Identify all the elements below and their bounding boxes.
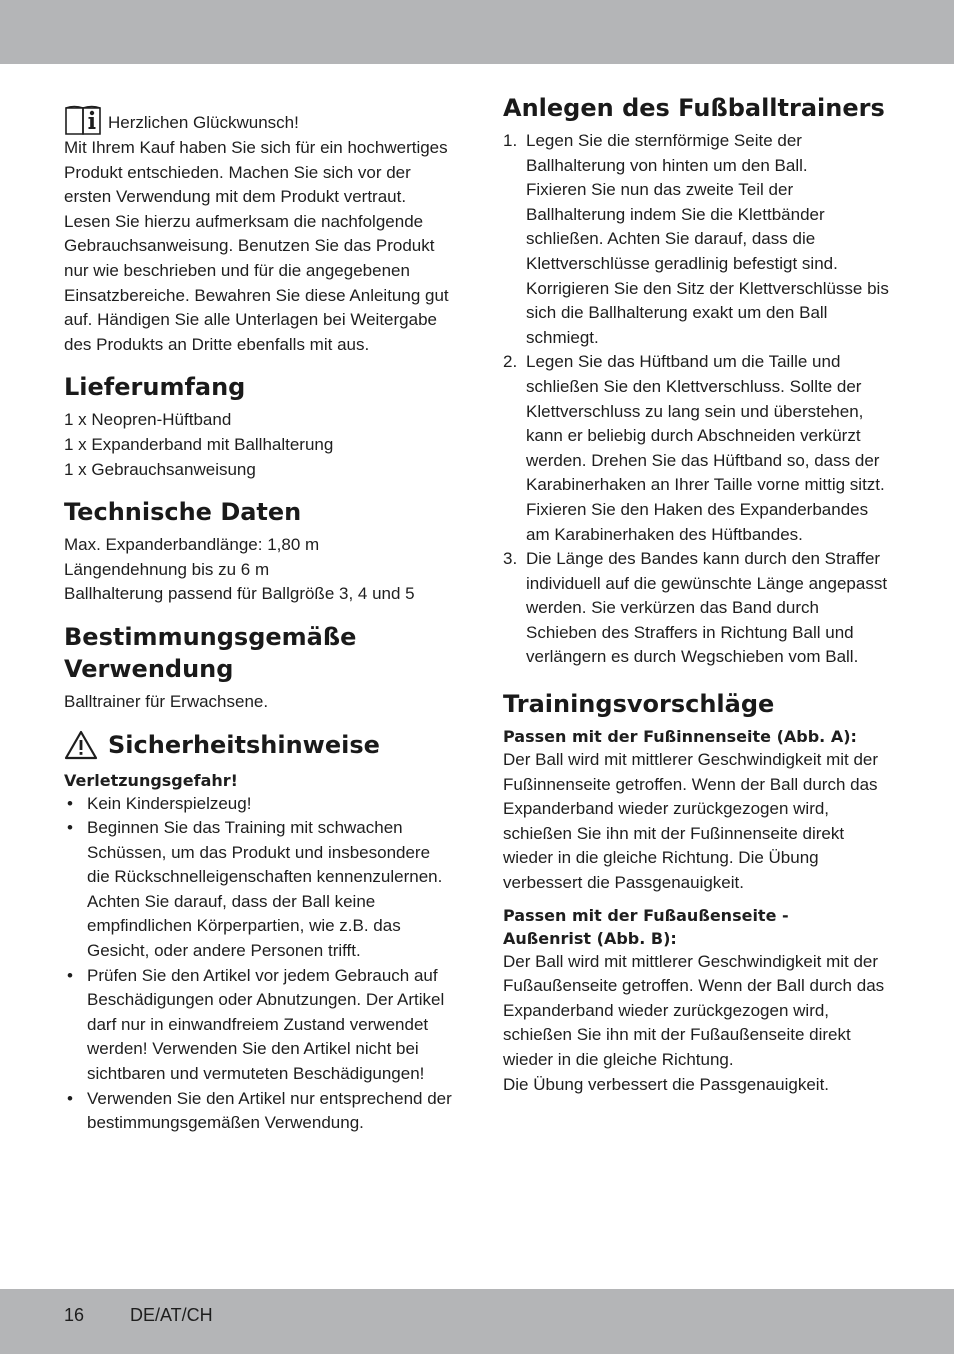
intended-use-text: Balltrainer für Erwachsene. (64, 691, 269, 711)
step-text: Legen Sie die sternförmige Seite der Ballhalterung von hinten um den Ball. (526, 131, 808, 175)
list-item (503, 350, 893, 547)
setup-steps (503, 129, 893, 670)
training-a-title: Passen mit der Fußinnenseite (Abb. A): (503, 727, 857, 747)
section-title-training: Trainingsvorschläge (503, 690, 775, 719)
intro-greeting: Herzlichen Glückwunsch! (108, 113, 299, 133)
section-title-anlegen: Anlegen des Fußballtrainers (503, 94, 885, 122)
intro-heading (64, 104, 454, 136)
training-b-title-line1: Passen mit der Fußaußenseite - (503, 905, 789, 925)
step-text: Korrigieren Sie den Sitz der Klettverschlüsse bis sich die Ballhalterung exakt um den Ball schmiegt. (526, 278, 889, 347)
page-number: 16 (64, 1305, 85, 1325)
bullet-marker: • (67, 793, 73, 813)
safety-item-text: Prüfen Sie den Artikel vor jedem Gebrauch auf Beschädigungen oder Abnutzungen. Der Artikel darf nur in einwandfreiem Zustand verwendet werden! Verwenden Sie den Artikel nicht bei sichtbaren und vermuteten Beschädigungen! (87, 965, 445, 1084)
bullet-marker: • (67, 965, 73, 985)
step-text: Legen Sie das Hüftband um die Taille und schließen Sie den Klettverschluss. Sollte der Klettverschluss zu lang sein und überstehen, kann er beliebig durch Abschneiden verkürzt werden. Drehen Sie das Hüftband so, dass der Karabinerhaken an Ihrer Taille vorne mittig sitzt. Fixieren Sie den Haken des Expanderbandes am Karabinerhaken des Hüftbandes. (526, 352, 885, 544)
training-a-text: Der Ball wird mit mittlerer Geschwindigkeit mit der Fußinnenseite getroffen. Wenn der Ball durch das Expanderband wieder zurückgezogen wird, schießen Sie ihn mit der Fußinnenseite direkt wieder in die gleiche Richtung. Die Übung verbessert die Passgenauigkeit. (503, 750, 879, 893)
training-b-title-line2: Außenrist (Abb. B): (503, 928, 677, 948)
step-text: Fixieren Sie nun das zweite Teil der Ballhalterung indem Sie die Klettbänder schließen. Achten Sie darauf, dass die Klettverschlüsse geradlinig befestigt sind. (526, 180, 838, 273)
list-item (64, 792, 454, 817)
header-bar (0, 0, 954, 64)
right-column (503, 92, 893, 1097)
left-column (64, 104, 454, 1136)
intro-text: Mit Ihrem Kauf haben Sie sich für ein hochwertiges Produkt entschieden. Machen Sie sich vor der ersten Verwendung mit dem Produkt vertraut. Lesen Sie hierzu aufmerksam die nachfolgende Gebrauchsanweisung. Benutzen Sie das Produkt nur wie beschrieben und für die angegebenen Einsatzbereiche. Bewahren Sie diese Anleitung gut auf. Händigen Sie alle Unterlagen bei Weitergabe des Produkts an Dritte ebenfalls mit aus. (64, 138, 449, 354)
list-item (503, 129, 893, 350)
bullet-marker: • (67, 1088, 73, 1108)
section-title-technische-daten: Technische Daten (64, 498, 302, 527)
training-b-text-2: Die Übung verbessert die Passgenauigkeit. (503, 1074, 830, 1094)
section-title-bestimmung: Bestimmungsgemäße Verwendung (64, 622, 357, 683)
scope-item: 1 x Gebrauchsanweisung (64, 459, 256, 479)
scope-item: 1 x Neopren-Hüftband (64, 410, 232, 430)
warning-triangle-icon (64, 730, 98, 760)
step-number: 3. (503, 549, 518, 569)
region-code: DE/AT/CH (130, 1305, 213, 1325)
safety-item-text: Kein Kinderspielzeug! (87, 793, 252, 813)
spec-item: Ballhalterung passend für Ballgröße 3, 4 und 5 (64, 584, 415, 604)
spec-item: Längendehnung bis zu 6 m (64, 559, 270, 579)
scope-item: 1 x Expanderband mit Ballhalterung (64, 434, 334, 454)
section-title-lieferumfang: Lieferumfang (64, 373, 246, 402)
section-title-sicherheit (64, 729, 454, 761)
list-item (503, 547, 893, 670)
safety-item-text: Verwenden Sie den Artikel nur entsprechend der bestimmungsgemäßen Verwendung. (87, 1088, 452, 1133)
safety-title: Sicherheitshinweise (108, 730, 380, 759)
step-text: Die Länge des Bandes kann durch den Straffer individuell auf die gewünschte Länge angepasst werden. Sie verkürzen das Band durch Schieben des Straffers in Richtung Ball und verlängern es durch Wegschieben vom Ball. (526, 549, 888, 667)
list-item (64, 1087, 454, 1136)
info-book-icon (64, 104, 102, 136)
step-number: 1. (503, 131, 518, 150)
list-item (64, 964, 454, 1087)
spec-item: Max. Expanderbandlänge: 1,80 m (64, 535, 320, 555)
safety-list (64, 792, 454, 1136)
bullet-marker: • (67, 818, 73, 838)
list-item (64, 816, 454, 964)
injury-warning-title: Verletzungsgefahr! (64, 770, 238, 790)
training-b-text: Der Ball wird mit mittlerer Geschwindigkeit mit der Fußaußenseite getroffen. Wenn der Ball durch das Expanderband wieder zurückgezogen wird, schießen Sie ihn mit der Fußaußenseite direkt wieder in die gleiche Richtung. (503, 951, 885, 1069)
step-number: 2. (503, 352, 518, 372)
safety-item-text: Beginnen Sie das Training mit schwachen Schüssen, um das Produkt und insbesondere die Rückschnelleigenschaften kennenzulernen. Achten Sie darauf, dass der Ball keine empfindlichen Körperpartien, wie z.B. das Gesicht, oder andere Personen trifft. (87, 818, 443, 961)
